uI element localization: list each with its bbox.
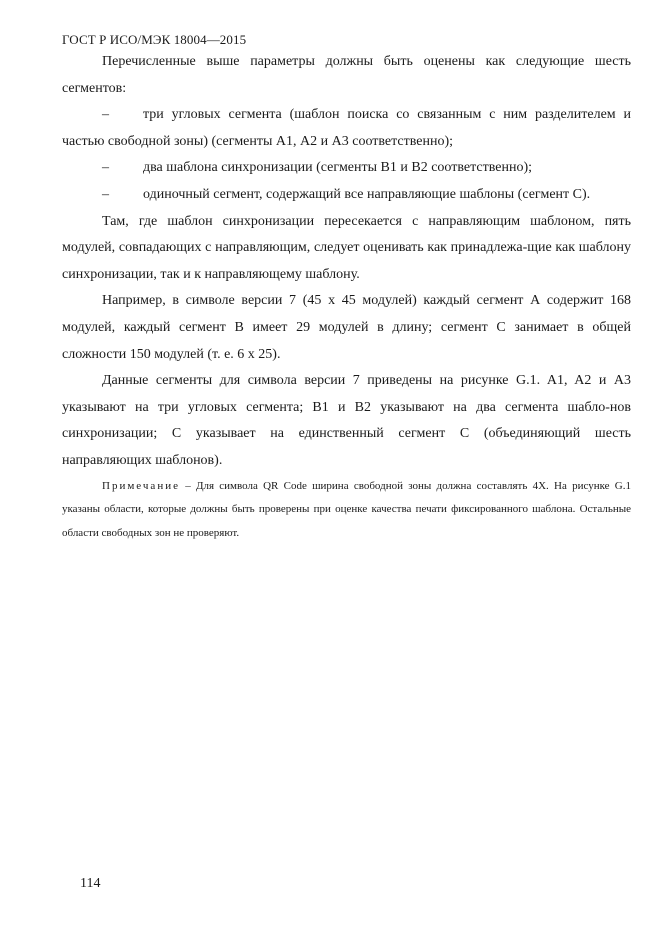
paragraph-intro: Перечисленные выше параметры должны быть оценены как следующие шесть сегментов:	[62, 54, 631, 96]
note-label: Примечание	[102, 479, 180, 492]
list-item-timing-patterns	[62, 155, 631, 182]
list-dash: –	[102, 107, 109, 123]
list-item-text: три угловых сегмента (шаблон поиска со связанным с ним разделителем и частью свободной зоны) (сегменты А1, А2 и А3 соответственно);	[62, 107, 631, 149]
document-body	[62, 49, 631, 545]
standard-header: ГОСТ Р ИСО/МЭК 18004—2015	[62, 32, 247, 47]
paragraph-figure-reference: Данные сегменты для символа версии 7 приведены на рисунке G.1. A1, A2 и А3 указывают на три угловых сегмента; В1 и В2 указывают на два сегмента шабло-нов синхронизации; С указывает на единственный сегмент С (объединяющий шесть направляющих шаблонов).	[62, 373, 631, 468]
list-item-alignment-segment	[62, 182, 631, 209]
list-dash: –	[102, 160, 109, 176]
list-dash: –	[102, 186, 109, 202]
note-text: – Для символа QR Code ширина свободной зоны должна составлять 4X. На рисунке G.1 указаны области, которые должны быть проверены при оценке качества печати фиксированного шаблона. Остальные области свободных зон не проверяют.	[62, 479, 631, 539]
paragraph-version7-example: Например, в символе версии 7 (45 x 45 модулей) каждый сегмент А содержит 168 модулей, каждый сегмент В имеет 29 модулей в длину; сегмент С занимает в общей сложности 150 модулей (т. е. 6 x 25).	[62, 293, 631, 362]
list-item-corner-segments	[62, 102, 631, 155]
list-item-text: два шаблона синхронизации (сегменты В1 и В2 соответственно);	[143, 160, 532, 176]
page-number: 114	[80, 876, 101, 891]
note-block	[62, 475, 631, 546]
list-item-text: одиночный сегмент, содержащий все направляющие шаблоны (сегмент С).	[143, 186, 591, 202]
paragraph-timing-overlap: Там, где шаблон синхронизации пересекается с направляющим шаблоном, пять модулей, совпадающих с направляющим, следует оценивать как принадлежа-щие как шаблону синхронизации, так и к направляющему шаблону.	[62, 213, 631, 282]
